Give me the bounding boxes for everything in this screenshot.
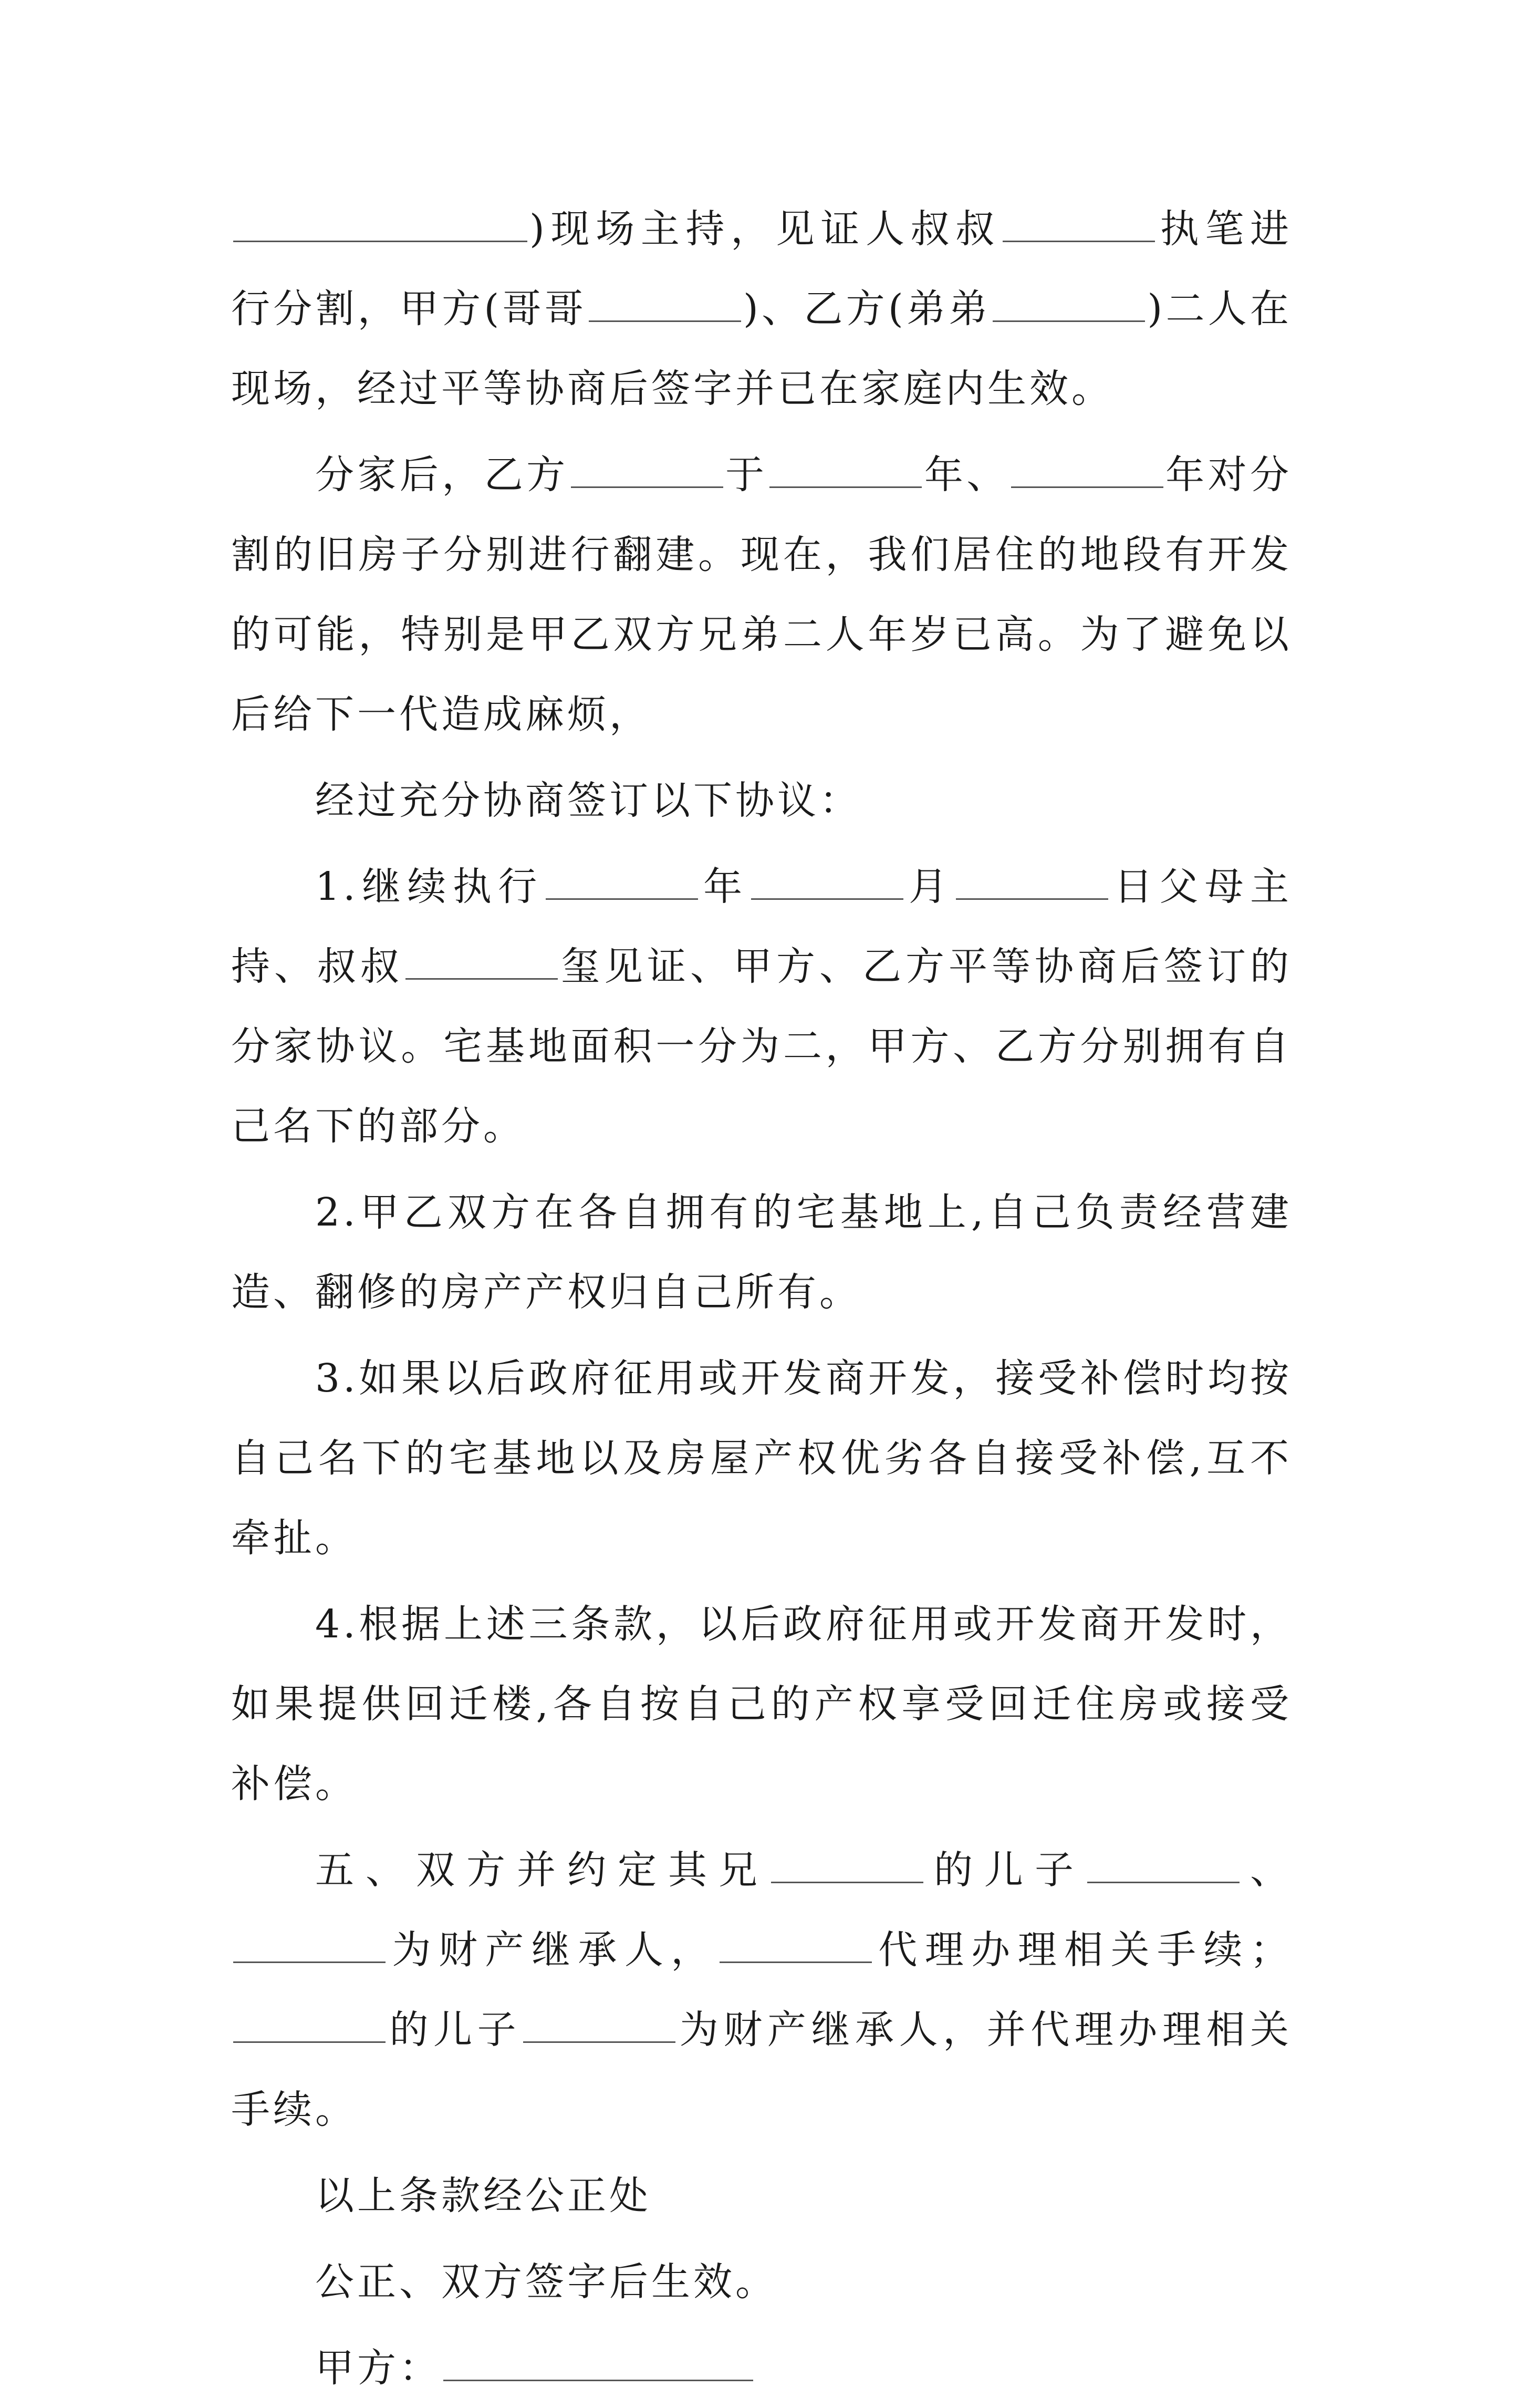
blank-field[interactable] [571,455,723,488]
closing-line-1: 以上条款经公正处 [315,2173,651,2218]
text-segment: 执笔进行分割，甲方(哥哥 [231,206,1293,331]
blank-field[interactable] [720,1930,872,1963]
text-segment: )现场主持，见证人叔叔 [529,206,1001,252]
blank-field[interactable] [1003,209,1155,242]
text-segment: 的儿子 [925,1847,1085,1893]
blank-field[interactable] [751,867,903,900]
text-segment: 年对分割的旧房子分别进行翻建。现在，我们居住的地段有开发的可能，特别是甲乙双方兄弟二人年岁已高。为了避免以后给下一代造成麻烦， [231,452,1293,737]
clause-1 [231,847,1292,1166]
clause-4: 4.根据上述三条款，以后政府征用或开发商开发时，如果提供回迁楼,各自按自己的产权享受回迁住房或接受补偿。 [231,1602,1292,1807]
text-segment: 代理办理相关手续； [873,1927,1292,1973]
text-segment: 玺见证、甲方、乙方平等协商后签订的分家协议。宅基地面积一分为二，甲方、乙方分别拥有自己名下的部分。 [231,944,1292,1149]
blank-field[interactable] [233,209,527,242]
text-segment: 日父母主持、叔叔 [231,864,1293,989]
blank-field[interactable] [405,947,558,980]
paragraph-agreement-intro: 经过充分协商签订以下协议： [315,778,861,823]
signature-party-a [231,2328,1292,2408]
blank-field[interactable] [1087,1850,1240,1883]
text-segment: 的儿子 [388,2007,522,2052]
text-segment: 分家后，乙方 [315,452,569,497]
document-body [231,189,1292,2408]
text-segment: 为财产继承人， [388,1927,717,1973]
clause-5 [231,1830,1292,2150]
blank-field[interactable] [771,1850,923,1883]
text-segment: 年 [700,864,749,909]
text-segment: 月 [905,864,954,909]
clause-2: 2.甲乙双方在各自拥有的宅基地上,自己负责经营建造、翻修的房产产权归自己所有。 [231,1190,1292,1315]
paragraph-background [231,435,1292,754]
text-segment: 五、双方并约定其兄 [315,1847,769,1893]
paragraph-opening [231,189,1292,429]
text-segment: 1.继续执行 [315,864,544,909]
blank-field[interactable] [523,2010,675,2043]
text-segment: )二人在现场，经过平等协商后签字并已在家庭内生效。 [231,286,1293,411]
blank-field[interactable] [956,867,1108,900]
blank-field[interactable] [993,289,1145,322]
text-segment: 于 [725,452,768,497]
signature-blank-field[interactable] [443,2348,753,2381]
text-segment: 年、 [924,452,1009,497]
text-segment: )、乙方(弟弟 [743,286,991,331]
blank-field[interactable] [233,2010,386,2043]
blank-field[interactable] [769,455,922,488]
closing-line-2: 公正、双方签字后生效。 [315,2259,777,2305]
signature-label: 甲方： [315,2345,441,2391]
blank-field[interactable] [546,867,698,900]
blank-field[interactable] [233,1930,386,1963]
text-segment: 为财产继承人，并代理办理相关手续。 [231,2007,1293,2132]
text-segment: 、 [1242,1847,1292,1893]
blank-field[interactable] [1011,455,1163,488]
clause-3: 3.如果以后政府征用或开发商开发，接受补偿时均按自己名下的宅基地以及房屋产权优劣各自接受补偿,互不牵扯。 [231,1356,1292,1561]
blank-field[interactable] [589,289,741,322]
